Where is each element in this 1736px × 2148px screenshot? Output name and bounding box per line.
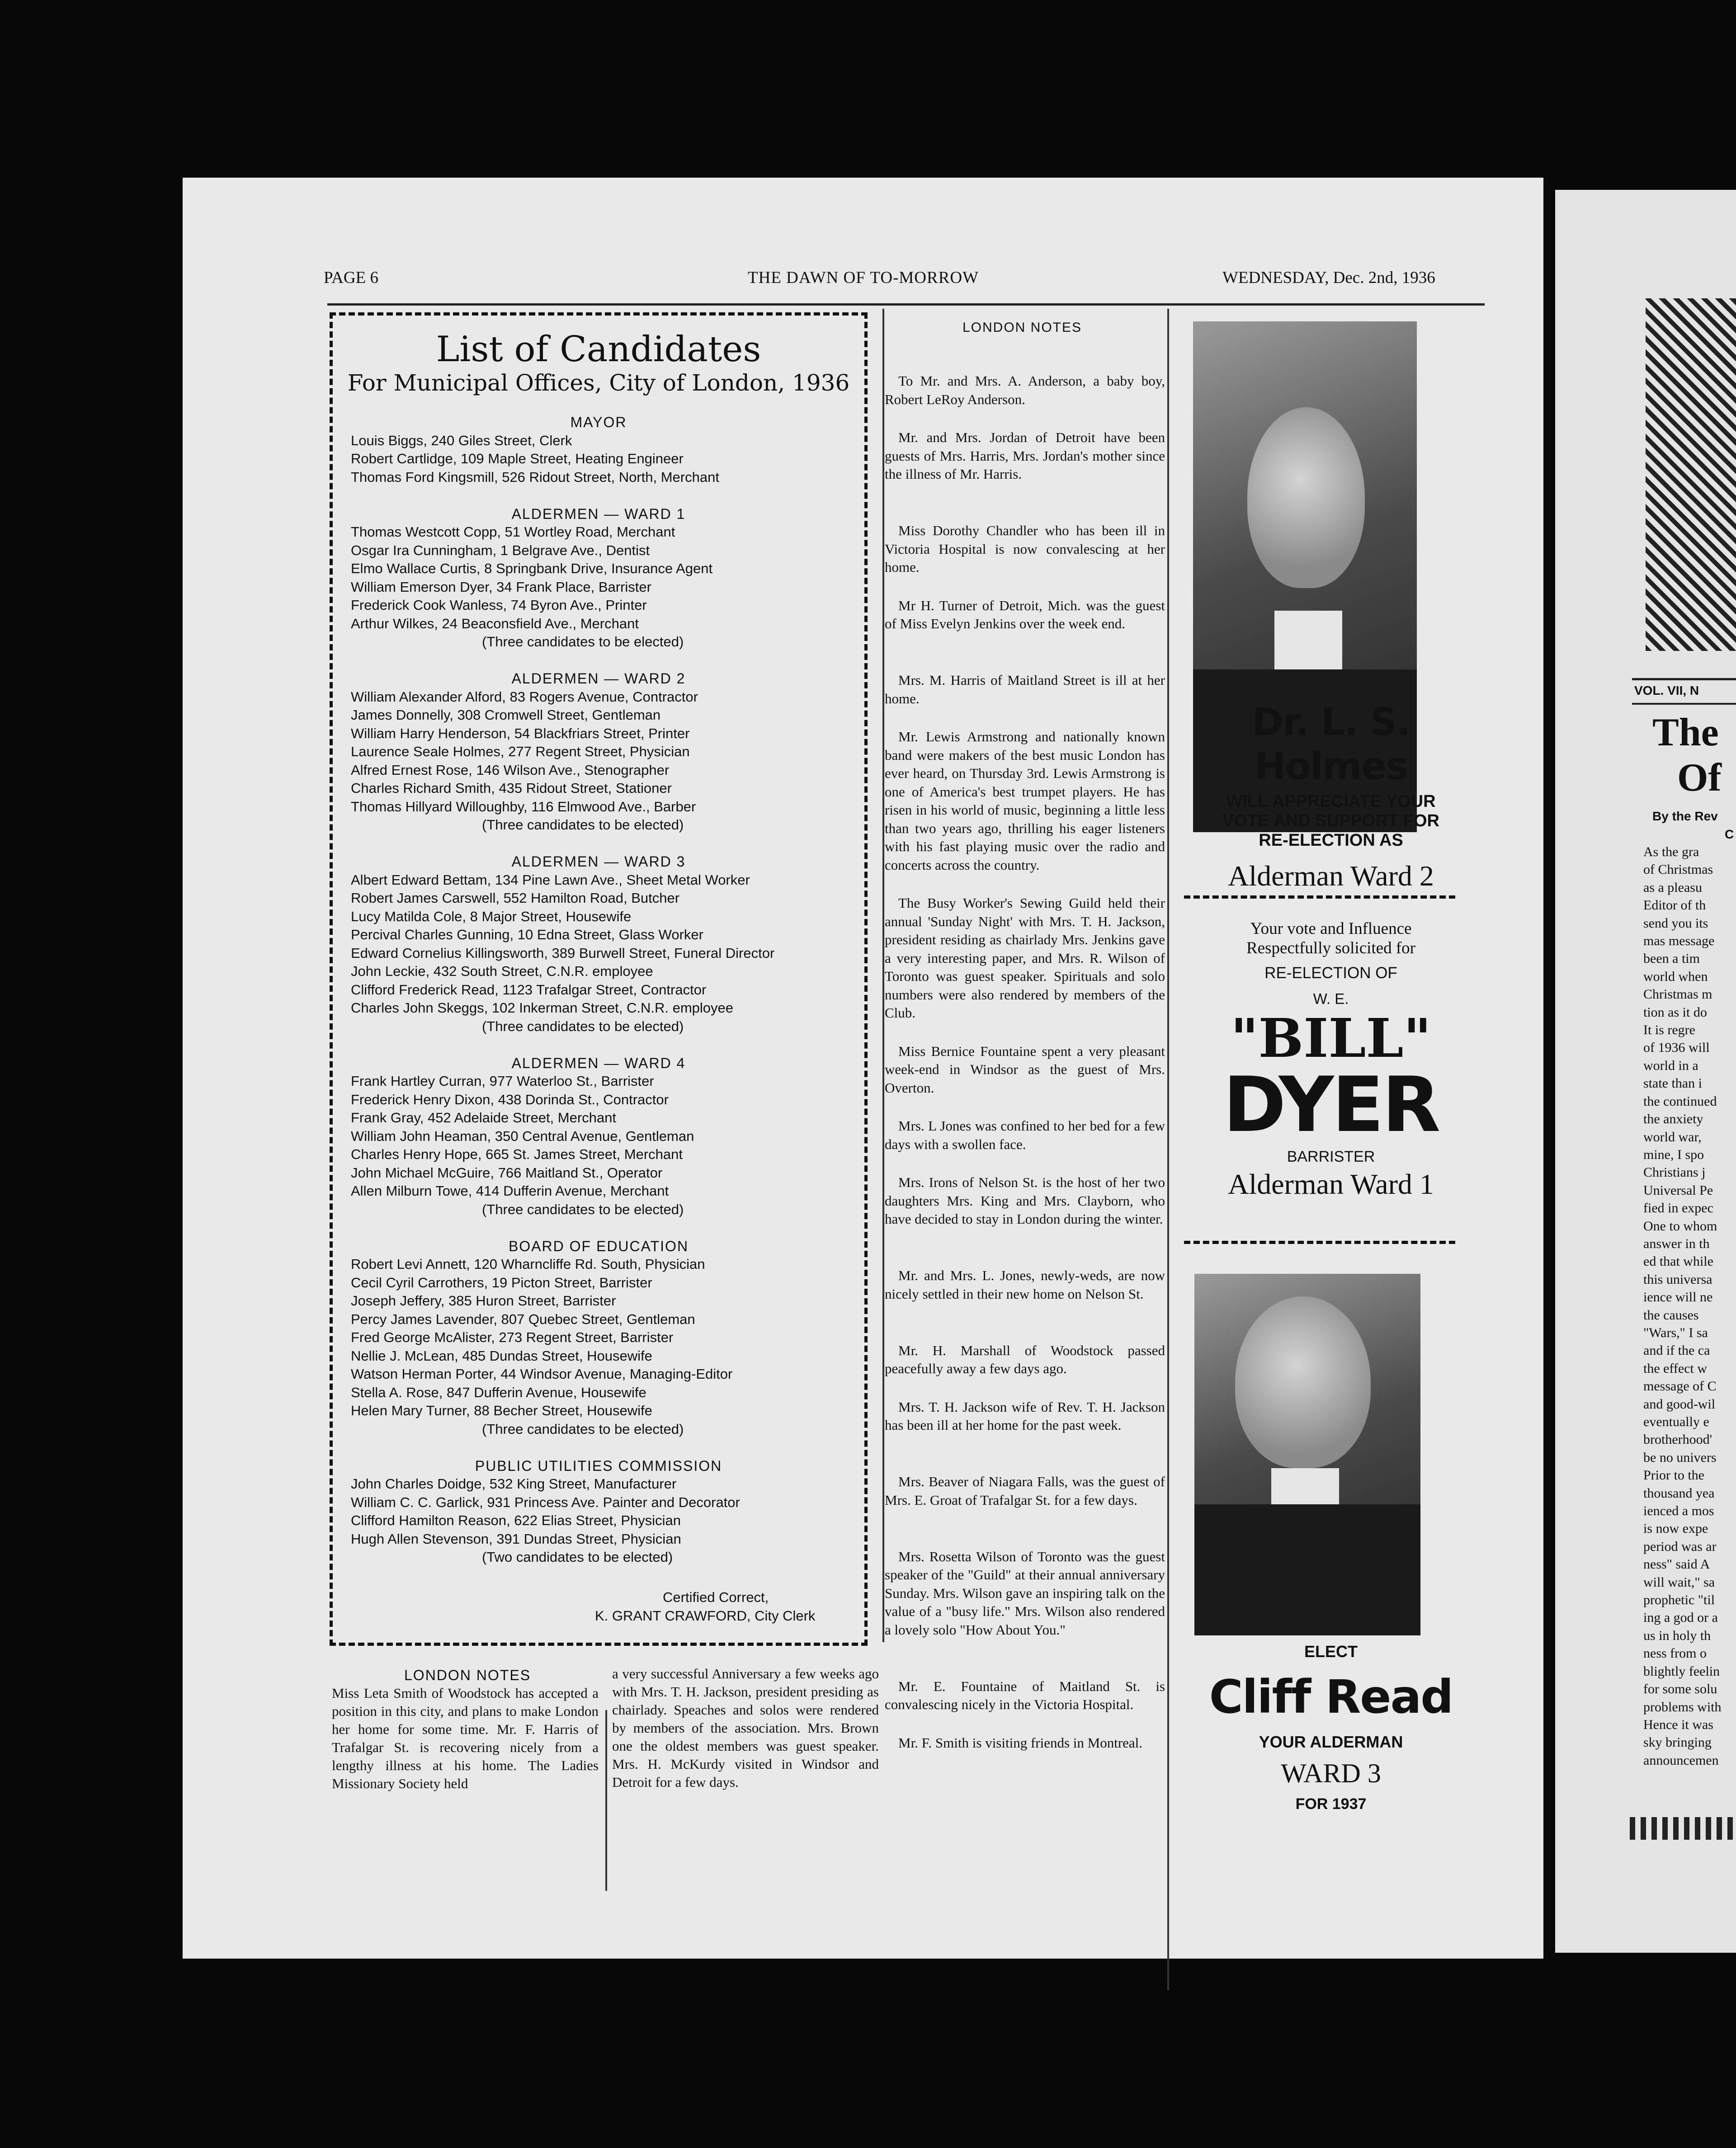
next-article-line: be no univers: [1643, 1450, 1717, 1465]
candidate-entry: Watson Herman Porter, 44 Windsor Avenue, Managing-Editor: [351, 1366, 733, 1382]
read-ward: WARD 3: [1281, 1758, 1381, 1788]
candidate-entry: Elmo Wallace Curtis, 8 Springbank Drive, Insurance Agent: [351, 561, 713, 576]
next-article-line: blightly feelin: [1643, 1663, 1720, 1679]
london-note-paragraph: Miss Bernice Fountaine spent a very pleasant week-end in Windsor as the guest of Mrs. Overton.: [885, 1043, 1165, 1096]
read-line-1: YOUR ALDERMAN: [1259, 1733, 1403, 1751]
ornament-bottom: [1630, 1817, 1736, 1840]
next-article-line: fied in expec: [1643, 1201, 1713, 1216]
candidate-entry: William John Heaman, 350 Central Avenue, Gentleman: [351, 1128, 694, 1144]
london-note: [885, 522, 1165, 577]
next-article-line: and if the ca: [1643, 1343, 1710, 1358]
next-article-line: world war,: [1643, 1129, 1702, 1145]
next-vol: VOL. VII, N: [1634, 683, 1699, 697]
dyer-surname: DYER: [1223, 1060, 1439, 1149]
london-note: [885, 597, 1165, 633]
next-article-line: One to whom: [1643, 1218, 1717, 1234]
ad-read: [1177, 1642, 1485, 1813]
issue-date: WEDNESDAY, Dec. 2nd, 1936: [1222, 268, 1435, 287]
candidate-entry: Charles Henry Hope, 665 St. James Street, Merchant: [351, 1146, 683, 1162]
candidates-subtitle: For Municipal Offices, City of London, 1936: [347, 370, 850, 396]
candidate-entry: Laurence Seale Holmes, 277 Regent Street, Physician: [351, 744, 690, 759]
candidates-elected-note: (Three candidates to be elected): [482, 1018, 684, 1034]
dyer-line-1: Your vote and Influence: [1250, 919, 1412, 938]
london-note-paragraph: Mr. E. Fountaine of Maitland St. is convalescing nicely in the Victoria Hospital.: [885, 1678, 1165, 1712]
next-article-line: the continued: [1643, 1093, 1717, 1109]
candidate-entry: Clifford Hamilton Reason, 622 Elias Street, Physician: [351, 1512, 681, 1528]
london-note: [885, 429, 1165, 484]
next-article-line: the causes: [1643, 1307, 1699, 1323]
next-article-line: and good-wil: [1643, 1396, 1716, 1412]
london-note-paragraph: Mrs. Rosetta Wilson of Toronto was the guest speaker of the "Guild" at their annual anniversary Sunday. Mrs. Wilson gave an inspiring talk on the value of a "busy life." Mrs. Wilson also rendered a lovely solo "How About You.": [885, 1548, 1165, 1638]
london-note: [885, 1342, 1165, 1378]
candidate-entry: Allen Milburn Towe, 414 Dufferin Avenue, Merchant: [351, 1183, 669, 1199]
next-article-lines: [1643, 843, 1722, 1769]
next-title-2: Of: [1677, 756, 1722, 800]
london-note: [885, 728, 1165, 874]
next-article-line: the effect w: [1643, 1361, 1708, 1376]
london-note: [885, 671, 1165, 708]
candidates-section-heading: ALDERMEN — WARD 1: [511, 505, 686, 522]
read-face: [1235, 1296, 1371, 1468]
candidates-elected-note: (Three candidates to be elected): [482, 817, 684, 833]
candidate-entry: Joseph Jeffery, 385 Huron Street, Barrister: [351, 1293, 616, 1309]
candidate-entry: Charles Richard Smith, 435 Ridout Street, Stationer: [351, 780, 672, 796]
ad-holmes: [1177, 700, 1485, 893]
next-article-line: message of C: [1643, 1379, 1717, 1394]
london-note-paragraph: Mr. and Mrs. L. Jones, newly-weds, are now nicely settled in their new home on Nelson St.: [885, 1267, 1165, 1302]
dyer-office: Alderman Ward 1: [1228, 1168, 1434, 1200]
candidate-entry: John Michael McGuire, 766 Maitland St., Operator: [351, 1164, 663, 1181]
candidate-entry: John Charles Doidge, 532 King Street, Manufacturer: [351, 1476, 677, 1492]
next-article-line: this universa: [1643, 1272, 1712, 1287]
ad-divider-1: [1184, 895, 1455, 899]
next-article-line: ing a god or a: [1643, 1610, 1718, 1625]
holmes-line-1: WILL APPRECIATE YOUR: [1226, 792, 1436, 811]
next-article-line: thousand yea: [1643, 1485, 1715, 1501]
next-article-line: the anxiety: [1643, 1112, 1703, 1127]
next-article-line: prophetic "til: [1643, 1592, 1715, 1608]
dyer-line-2: Respectfully solicited for: [1246, 939, 1415, 957]
ornament-top: [1646, 298, 1736, 651]
london-note: [885, 894, 1165, 1022]
adjacent-page: [1555, 190, 1736, 1953]
holmes-line-2: VOTE AND SUPPORT FOR: [1222, 811, 1439, 830]
city-clerk-signature: K. GRANT CRAWFORD, City Clerk: [595, 1607, 816, 1624]
candidate-entry: Osgar Ira Cunningham, 1 Belgrave Ave., Dentist: [351, 542, 650, 558]
certified-text: Certified Correct,: [663, 1589, 769, 1605]
london-note-paragraph: Mrs. L Jones was confined to her bed for a few days with a swollen face.: [885, 1118, 1165, 1152]
next-article-line: ness" said A: [1643, 1557, 1710, 1572]
dyer-line-3: RE-ELECTION OF: [1264, 964, 1397, 982]
next-article-line: announcemen: [1643, 1752, 1719, 1768]
next-article-line: problems with: [1643, 1699, 1722, 1715]
ad-divider-2: [1184, 1241, 1455, 1244]
next-article-line: "Wars," I sa: [1643, 1325, 1708, 1340]
london-note: [885, 1117, 1165, 1154]
next-article-line: Christians j: [1643, 1165, 1706, 1180]
candidate-entry: William Alexander Alford, 83 Rogers Avenue, Contractor: [351, 688, 698, 705]
candidates-elected-note: (Three candidates to be elected): [482, 1201, 684, 1217]
london-note-paragraph: To Mr. and Mrs. A. Anderson, a baby boy, Robert LeRoy Anderson.: [885, 373, 1165, 407]
next-byline-2: C: [1725, 827, 1734, 841]
london-note-paragraph: Mr. Lewis Armstrong and nationally known band were makers of the best music London has ever heard, on Thursday 3rd. Lewis Armstrong is one of America's best trumpet players. He has risen in his world of music, beginning a little less than two years ago, thrilling his eager listeners with his fast playing music over the radio and concerts across the country.: [885, 729, 1165, 873]
next-article-line: tion as it do: [1643, 1004, 1707, 1020]
next-article-line: eventually e: [1643, 1414, 1709, 1429]
next-article-line: brotherhood': [1643, 1432, 1712, 1447]
london-note-paragraph: Mr. and Mrs. Jordan of Detroit have been guests of Mrs. Harris, Mrs. Jordan's mother since the illness of Mr. Harris.: [885, 429, 1165, 482]
candidate-entry: Percival Charles Gunning, 10 Edna Street, Glass Worker: [351, 927, 703, 942]
candidate-entry: Charles John Skeggs, 102 Inkerman Street, C.N.R. employee: [351, 1000, 734, 1016]
london-note: [885, 1734, 1165, 1752]
candidate-entry: Helen Mary Turner, 88 Becher Street, Housewife: [351, 1403, 652, 1418]
london-note: [885, 1677, 1165, 1714]
london-note: [885, 1473, 1165, 1509]
next-article-line: mas message: [1643, 933, 1715, 949]
next-article-line: is now expe: [1643, 1521, 1708, 1536]
candidate-entry: Stella A. Rose, 847 Dufferin Avenue, Housewife: [351, 1384, 646, 1400]
header-rule: [327, 303, 1485, 306]
candidate-entry: Alfred Ernest Rose, 146 Wilson Ave., Stenographer: [351, 762, 670, 778]
candidate-entry: William Emerson Dyer, 34 Frank Place, Barrister: [351, 579, 651, 595]
next-article-line: of Christmas: [1643, 862, 1713, 877]
next-article-line: sky bringing: [1643, 1735, 1712, 1750]
candidates-section-heading: ALDERMEN — WARD 2: [511, 670, 686, 687]
next-article-line: period was ar: [1643, 1539, 1717, 1554]
candidate-entry: Percy James Lavender, 807 Quebec Street, Gentleman: [351, 1311, 695, 1327]
candidate-entry: Fred George McAlister, 273 Regent Street, Barrister: [351, 1329, 674, 1345]
london-note: [885, 1173, 1165, 1229]
next-byline-1: By the Rev: [1652, 809, 1718, 823]
next-article-line: send you its: [1643, 915, 1708, 931]
candidates-elected-note: (Two candidates to be elected): [482, 1549, 673, 1565]
candidate-entry: Hugh Allen Stevenson, 391 Dundas Street, Physician: [351, 1531, 681, 1547]
candidates-elected-note: (Three candidates to be elected): [482, 634, 684, 650]
read-suit: [1194, 1504, 1420, 1635]
london-note-paragraph: Mrs. Irons of Nelson St. is the host of her two daughters Mrs. King and Mrs. Clayborn, who have decided to stay in London during the winter.: [885, 1174, 1165, 1227]
next-vol-rule: [1632, 678, 1736, 680]
london-note: [885, 1398, 1165, 1435]
next-article-line: been a tim: [1643, 951, 1700, 966]
candidates-box: [330, 312, 868, 1646]
candidates-section-heading: PUBLIC UTILITIES COMMISSION: [475, 1457, 722, 1474]
candidate-entry: Robert Levi Annett, 120 Wharncliffe Rd. South, Physician: [351, 1256, 705, 1272]
candidate-entry: Frederick Cook Wanless, 74 Byron Ave., Printer: [351, 597, 647, 613]
candidates-section-heading: ALDERMEN — WARD 3: [511, 853, 686, 870]
holmes-name: Dr. L. S. Holmes: [1252, 700, 1410, 788]
candidates-title: List of Candidates: [436, 329, 761, 370]
london-note-paragraph: Mr. F. Smith is visiting friends in Montreal.: [898, 1734, 1143, 1751]
read-name: Cliff Read: [1209, 1670, 1453, 1724]
candidate-entry: Robert James Carswell, 552 Hamilton Road, Butcher: [351, 890, 680, 906]
ad-dyer: [1177, 919, 1485, 1201]
next-vol-rule-2: [1632, 703, 1736, 705]
next-article-line: It is regre: [1643, 1022, 1695, 1038]
next-article-line: ness from o: [1643, 1646, 1707, 1661]
paper-title: THE DAWN OF TO-MORROW: [748, 268, 979, 287]
next-article-line: Christmas m: [1643, 987, 1712, 1002]
next-article-line: ience will ne: [1643, 1290, 1713, 1305]
candidates-elected-note: (Three candidates to be elected): [482, 1421, 684, 1437]
holmes-line-3: RE-ELECTION AS: [1259, 831, 1403, 850]
london-note-paragraph: Mr. H. Marshall of Woodstock passed peacefully away a few days ago.: [885, 1342, 1165, 1376]
candidate-entry: William Harry Henderson, 54 Blackfriars Street, Printer: [351, 725, 690, 741]
london-note-paragraph: Mr H. Turner of Detroit, Mich. was the guest of Miss Evelyn Jenkins over the week end.: [885, 597, 1165, 631]
page-number: PAGE 6: [324, 268, 378, 287]
next-article-line: Universal Pe: [1643, 1182, 1713, 1198]
next-article-line: as a pleasu: [1643, 880, 1702, 895]
candidate-entry: Lucy Matilda Cole, 8 Major Street, Housewife: [351, 908, 632, 924]
bottom-notes-heading: LONDON NOTES: [404, 1667, 531, 1683]
next-article-line: ed that while: [1643, 1254, 1713, 1269]
next-article-line: state than i: [1643, 1076, 1702, 1091]
column-rule-1: [882, 309, 884, 1642]
london-note: [885, 1548, 1165, 1639]
next-article-line: world when: [1643, 969, 1708, 984]
london-note: [885, 1267, 1165, 1303]
read-elect: ELECT: [1304, 1642, 1358, 1661]
candidates-section-heading: MAYOR: [570, 414, 627, 430]
candidate-entry: Arthur Wilkes, 24 Beaconsfield Ave., Merchant: [351, 615, 639, 631]
holmes-collar: [1274, 611, 1342, 674]
read-year: FOR 1937: [1295, 1795, 1367, 1813]
london-note-paragraph: Mrs. M. Harris of Maitland Street is ill at her home.: [885, 672, 1165, 707]
dyer-nickname: "BILL": [1231, 1007, 1431, 1069]
column-rule-3: [605, 1710, 607, 1891]
candidate-entry: Thomas Ford Kingsmill, 526 Ridout Street, North, Merchant: [351, 469, 719, 485]
candidate-entry: Frank Gray, 452 Adelaide Street, Merchant: [351, 1110, 617, 1126]
london-notes-heading: LONDON NOTES: [962, 320, 1082, 335]
dyer-profession: BARRISTER: [1287, 1148, 1375, 1165]
candidate-entry: Frank Hartley Curran, 977 Waterloo St., Barrister: [351, 1073, 654, 1089]
next-article-line: mine, I spo: [1643, 1147, 1704, 1162]
candidate-entry: Cecil Cyril Carrothers, 19 Picton Street, Barrister: [351, 1274, 652, 1291]
next-article-line: world in a: [1643, 1058, 1698, 1073]
bottom-notes-left: Miss Leta Smith of Woodstock has accepted a position in this city, and plans to make London her home for some time. Mr. F. Harris of Trafalgar St. is recovering nicely from a lengthy illness at his home. The Ladies Missionary Society held: [332, 1685, 599, 1791]
next-article-line: Prior to the: [1643, 1468, 1704, 1483]
candidate-entry: Robert Cartlidge, 109 Maple Street, Heating Engineer: [351, 451, 684, 466]
next-article-line: As the gra: [1643, 844, 1699, 859]
bottom-notes-right: a very successful Anniversary a few weeks ago with Mrs. T. H. Jackson, president presiding as chairlady. Speaches and solos were rendered by members of the association. Mrs. Brown one the oldest members was guest speaker. Mrs. H. McKurdy visited in Windsor and Detroit for a few days.: [612, 1666, 879, 1790]
candidate-entry: James Donnelly, 308 Cromwell Street, Gentleman: [351, 707, 661, 723]
candidate-entry: Edward Cornelius Killingsworth, 389 Burwell Street, Funeral Director: [351, 945, 775, 961]
london-note: [885, 1042, 1165, 1098]
next-article-line: ienced a mos: [1643, 1503, 1714, 1519]
next-article-line: for some solu: [1643, 1682, 1717, 1697]
london-note-paragraph: The Busy Worker's Sewing Guild held their annual 'Sunday Night' with Mrs. T. H. Jackson, president residing as chairlady Mrs. Jenkins gave a very interesting paper, and Mrs. R. Wilson of Toronto was guest speaker. Spirituals and solo numbers were also rendered by members of the Club.: [885, 895, 1165, 1021]
next-title-1: The: [1652, 711, 1719, 754]
candidate-entry: Thomas Westcott Copp, 51 Wortley Road, Merchant: [351, 524, 675, 540]
candidate-entry: Nellie J. McLean, 485 Dundas Street, Housewife: [351, 1347, 652, 1364]
candidate-entry: Albert Edward Bettam, 134 Pine Lawn Ave., Sheet Metal Worker: [351, 871, 750, 888]
candidate-entry: Louis Biggs, 240 Giles Street, Clerk: [351, 432, 572, 448]
london-note-paragraph: Miss Dorothy Chandler who has been ill in Victoria Hospital is now convalescing at her home.: [885, 523, 1165, 575]
candidate-entry: Clifford Frederick Read, 1123 Trafalgar Street, Contractor: [351, 981, 707, 998]
london-note-paragraph: Mrs. T. H. Jackson wife of Rev. T. H. Jackson has been ill at her home for the past week.: [885, 1399, 1165, 1433]
candidate-entry: Thomas Hillyard Willoughby, 116 Elmwood Ave., Barber: [351, 798, 696, 815]
read-photo: [1194, 1274, 1420, 1635]
london-note: [885, 372, 1165, 409]
london-note-paragraph: Mrs. Beaver of Niagara Falls, was the guest of Mrs. E. Groat of Trafalgar St. for a few days.: [885, 1474, 1165, 1508]
candidate-entry: Frederick Henry Dixon, 438 Dorinda St., Contractor: [351, 1091, 669, 1107]
next-article-line: Hence it was: [1643, 1717, 1713, 1732]
next-article-line: Editor of th: [1643, 898, 1706, 913]
candidates-section-heading: BOARD OF EDUCATION: [508, 1238, 689, 1254]
candidate-entry: William C. C. Garlick, 931 Princess Ave. Painter and Decorator: [351, 1494, 740, 1510]
newspaper-page: [183, 178, 1543, 1959]
candidates-section-heading: ALDERMEN — WARD 4: [511, 1055, 686, 1071]
next-article-line: us in holy th: [1643, 1628, 1711, 1643]
next-article-line: will wait," sa: [1643, 1574, 1715, 1590]
next-article-line: answer in th: [1643, 1236, 1710, 1251]
candidate-entry: John Leckie, 432 South Street, C.N.R. employee: [351, 963, 653, 979]
column-rule-2: [1167, 309, 1169, 1990]
dyer-initials: W. E.: [1313, 990, 1349, 1007]
next-article-line: of 1936 will: [1643, 1040, 1710, 1055]
holmes-face: [1247, 407, 1365, 588]
holmes-office: Alderman Ward 2: [1228, 860, 1434, 892]
